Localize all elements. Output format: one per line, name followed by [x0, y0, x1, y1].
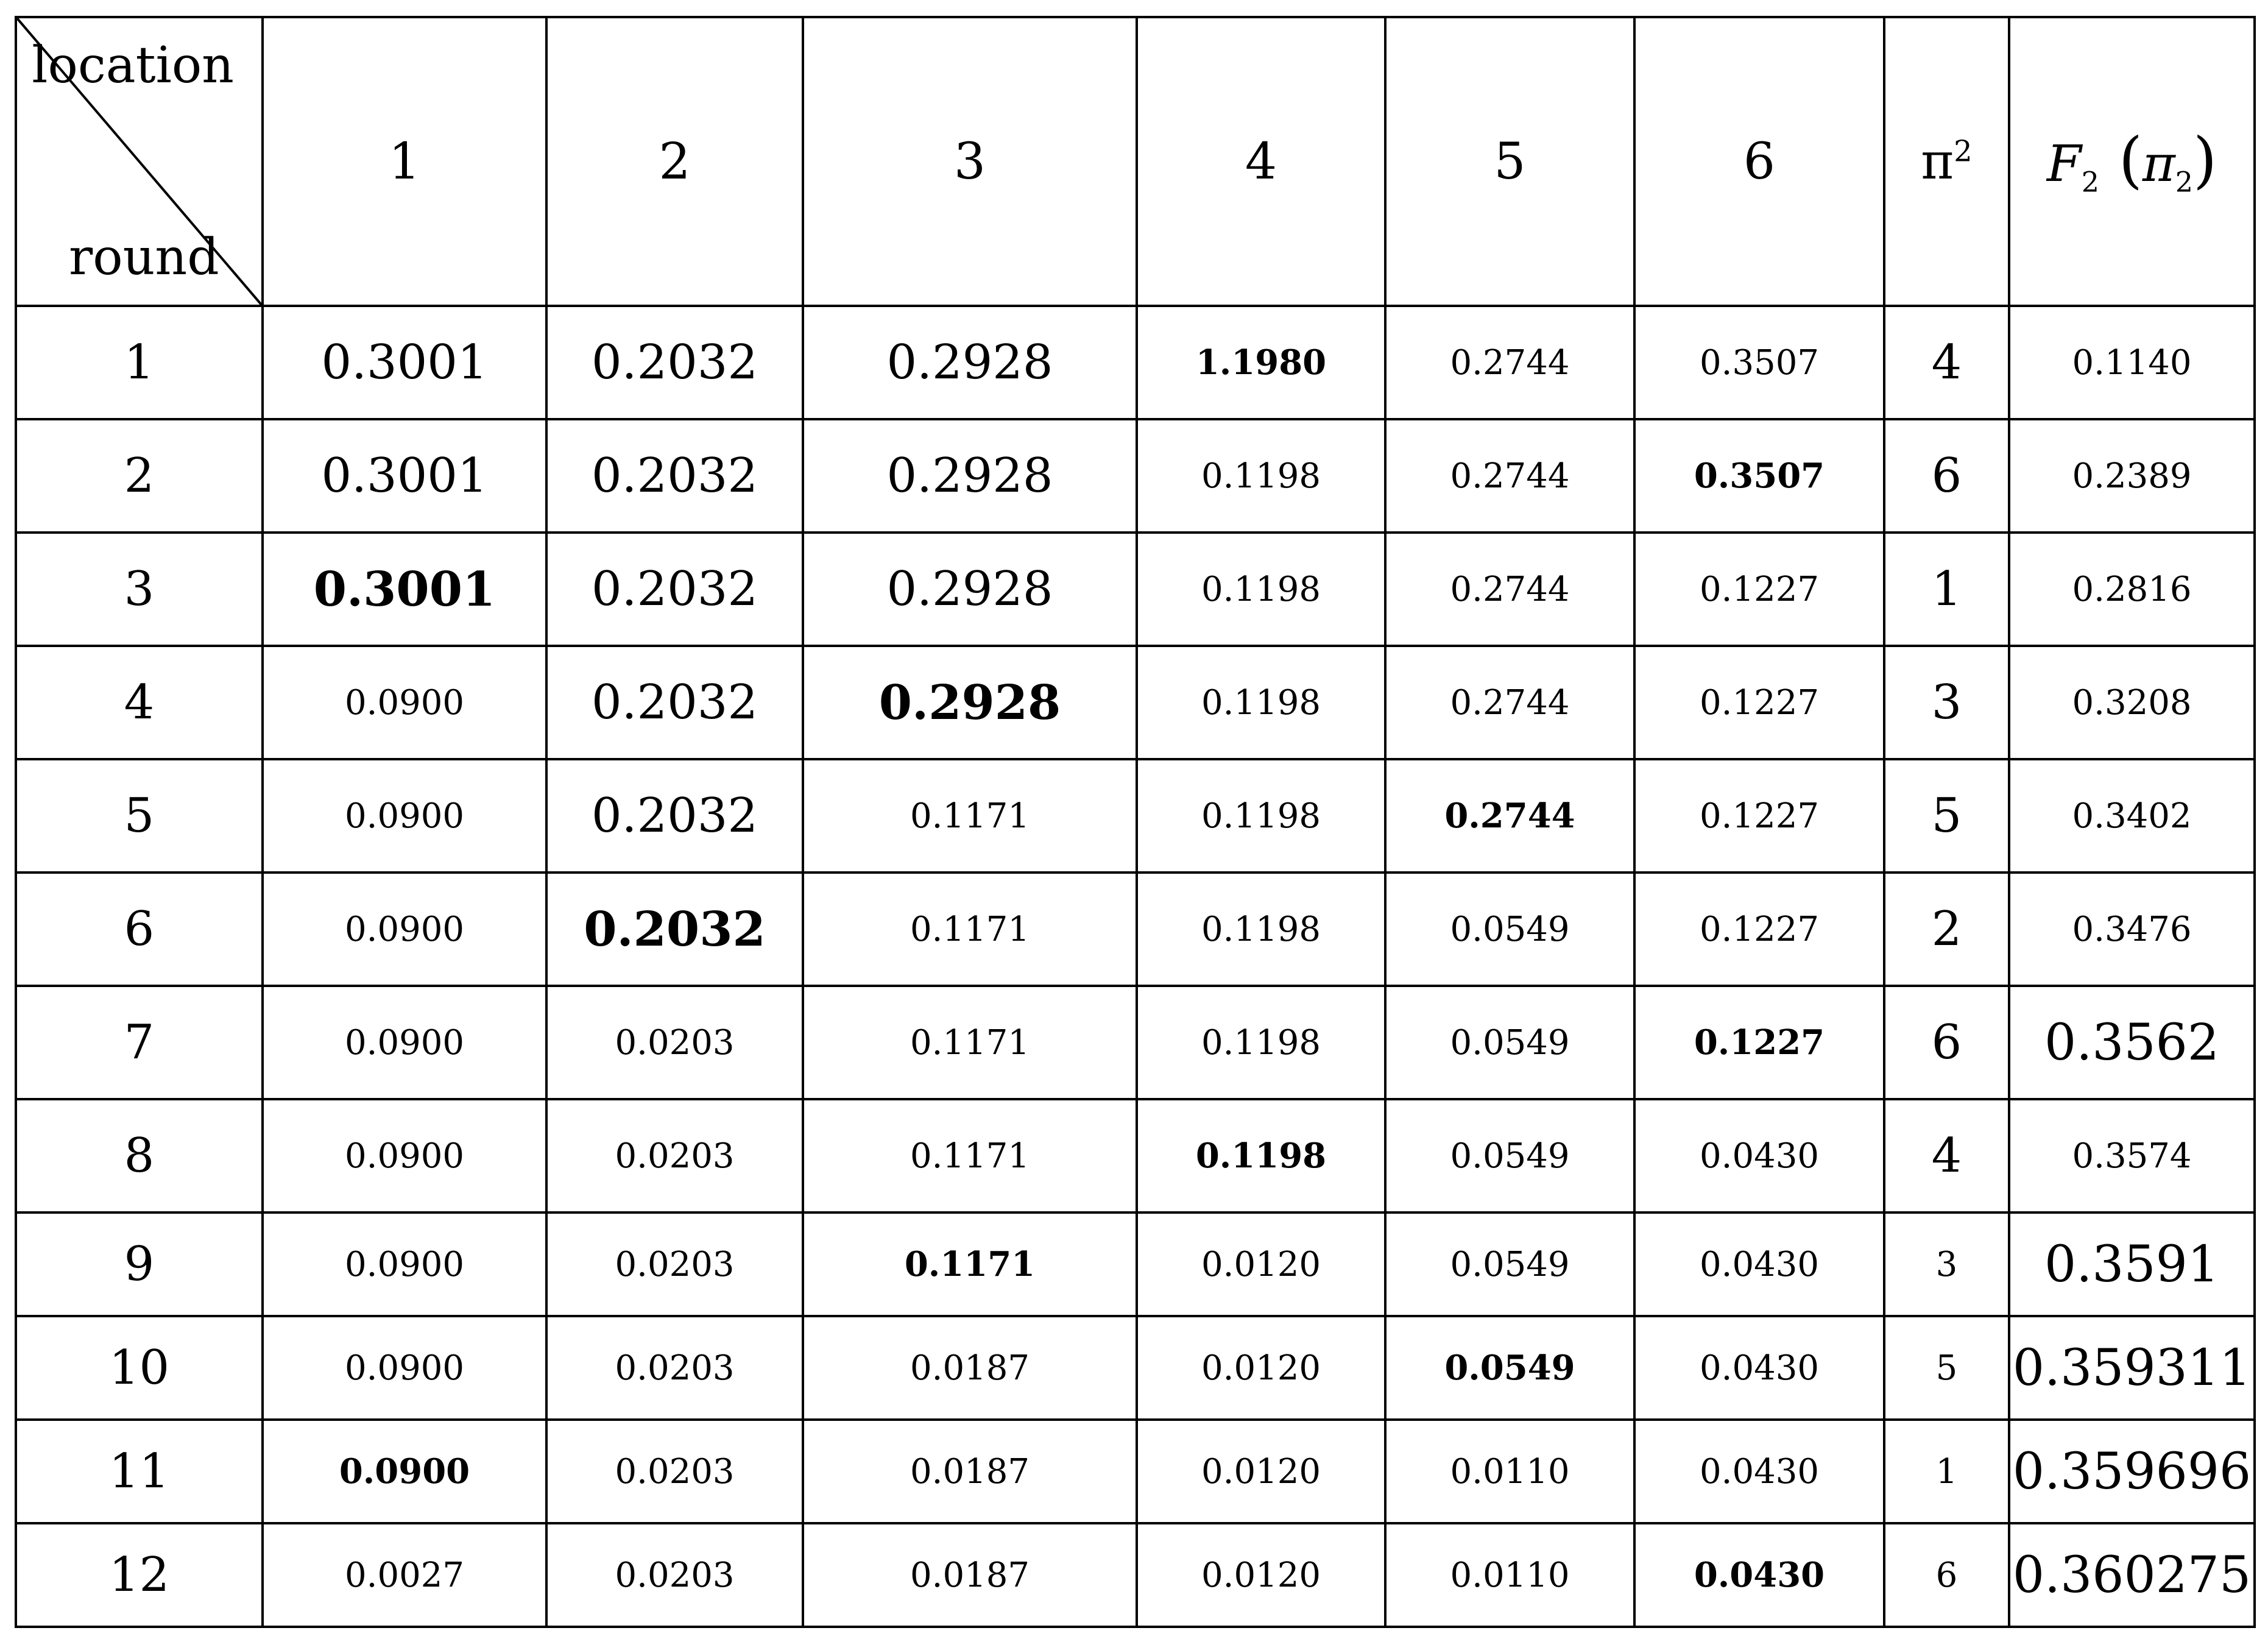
location-2-value: 0.2032: [546, 759, 803, 873]
f2-value: 0.359311: [2009, 1316, 2255, 1420]
location-6-value: 0.0430: [1634, 1099, 1884, 1212]
f2-value: 0.3208: [2009, 646, 2255, 759]
location-5-value: 0.2744: [1385, 759, 1634, 873]
table-container: [15, 16, 2256, 1628]
location-3-value: 0.1171: [803, 873, 1137, 986]
f2-value: 0.2389: [2009, 419, 2255, 533]
results-table: [15, 16, 2256, 1628]
f2-pi-subscript: 2: [2175, 165, 2194, 199]
location-1-value: 0.0027: [263, 1523, 546, 1627]
location-2-value: 0.0203: [546, 1212, 803, 1316]
corner-round-label: round: [69, 228, 219, 286]
f2-value: 0.3591: [2009, 1212, 2255, 1316]
location-6-value: 0.3507: [1634, 306, 1884, 419]
table-row: [16, 1212, 2255, 1316]
location-1-value: 0.0900: [263, 646, 546, 759]
location-3-value: 0.0187: [803, 1316, 1137, 1420]
pi-value: 2: [1884, 873, 2009, 986]
f2-pi-letter: π: [2142, 135, 2175, 194]
location-6-value: 0.1227: [1634, 646, 1884, 759]
location-4-value: 0.1198: [1137, 419, 1385, 533]
f2-subscript: 2: [2081, 165, 2100, 199]
location-3-value: 0.1171: [803, 759, 1137, 873]
location-5-value: 0.0110: [1385, 1420, 1634, 1523]
location-5-value: 0.0549: [1385, 986, 1634, 1099]
round-number: 12: [16, 1523, 263, 1627]
location-2-value: 0.0203: [546, 1316, 803, 1420]
pi-symbol: π: [1921, 132, 1954, 191]
location-5-value: 0.2744: [1385, 306, 1634, 419]
col-header-4: 4: [1137, 17, 1385, 306]
location-2-value: 0.0203: [546, 1099, 803, 1212]
location-5-value: 0.2744: [1385, 533, 1634, 646]
location-1-value: 0.0900: [263, 1316, 546, 1420]
table-row: [16, 1523, 2255, 1627]
location-6-value: 0.1227: [1634, 533, 1884, 646]
location-3-value: 0.1171: [803, 1099, 1137, 1212]
round-number: 5: [16, 759, 263, 873]
location-1-value: 0.0900: [263, 759, 546, 873]
pi-value: 1: [1884, 1420, 2009, 1523]
location-3-value: 0.1171: [803, 986, 1137, 1099]
location-2-value: 0.2032: [546, 646, 803, 759]
f2-value: 0.3562: [2009, 986, 2255, 1099]
location-2-value: 0.2032: [546, 419, 803, 533]
table-row: [16, 1316, 2255, 1420]
round-number: 3: [16, 533, 263, 646]
location-6-value: 0.1227: [1634, 759, 1884, 873]
col-header-2: 2: [546, 17, 803, 306]
location-2-value: 0.2032: [546, 533, 803, 646]
location-3-value: 0.0187: [803, 1420, 1137, 1523]
location-2-value: 0.2032: [546, 873, 803, 986]
location-6-value: 0.0430: [1634, 1523, 1884, 1627]
location-5-value: 0.0549: [1385, 873, 1634, 986]
location-4-value: 1.1980: [1137, 306, 1385, 419]
location-6-value: 0.0430: [1634, 1420, 1884, 1523]
table-row: [16, 419, 2255, 533]
pi-value: 6: [1884, 419, 2009, 533]
location-4-value: 0.1198: [1137, 646, 1385, 759]
f2-value: 0.359696: [2009, 1420, 2255, 1523]
round-number: 10: [16, 1316, 263, 1420]
location-3-value: 0.1171: [803, 1212, 1137, 1316]
location-3-value: 0.2928: [803, 646, 1137, 759]
location-4-value: 0.0120: [1137, 1316, 1385, 1420]
location-4-value: 0.0120: [1137, 1523, 1385, 1627]
location-1-value: 0.0900: [263, 873, 546, 986]
table-row: [16, 1420, 2255, 1523]
round-number: 8: [16, 1099, 263, 1212]
f2-value: 0.3574: [2009, 1099, 2255, 1212]
location-4-value: 0.1198: [1137, 986, 1385, 1099]
round-number: 6: [16, 873, 263, 986]
pi-value: 5: [1884, 1316, 2009, 1420]
pi-value: 1: [1884, 533, 2009, 646]
location-5-value: 0.0549: [1385, 1212, 1634, 1316]
round-number: 2: [16, 419, 263, 533]
pi-value: 5: [1884, 759, 2009, 873]
pi-value: 4: [1884, 1099, 2009, 1212]
table-row: [16, 306, 2255, 419]
location-3-value: 0.2928: [803, 306, 1137, 419]
col-header-3: 3: [803, 17, 1137, 306]
location-6-value: 0.0430: [1634, 1316, 1884, 1420]
location-2-value: 0.2032: [546, 306, 803, 419]
table-row: [16, 873, 2255, 986]
location-1-value: 0.0900: [263, 986, 546, 1099]
location-6-value: 0.3507: [1634, 419, 1884, 533]
location-5-value: 0.0549: [1385, 1099, 1634, 1212]
table-row: [16, 533, 2255, 646]
f2-letter: F: [2046, 135, 2082, 194]
f2-value: 0.3476: [2009, 873, 2255, 986]
pi-value: 3: [1884, 646, 2009, 759]
location-4-value: 0.0120: [1137, 1212, 1385, 1316]
col-header-1: 1: [263, 17, 546, 306]
location-1-value: 0.0900: [263, 1099, 546, 1212]
location-6-value: 0.0430: [1634, 1212, 1884, 1316]
location-5-value: 0.2744: [1385, 419, 1634, 533]
location-6-value: 0.1227: [1634, 873, 1884, 986]
f2-header: [2009, 17, 2255, 306]
round-number: 4: [16, 646, 263, 759]
location-2-value: 0.0203: [546, 986, 803, 1099]
col-header-5: 5: [1385, 17, 1634, 306]
table-row: [16, 986, 2255, 1099]
location-4-value: 0.1198: [1137, 873, 1385, 986]
location-4-value: 0.1198: [1137, 1099, 1385, 1212]
location-4-value: 0.1198: [1137, 759, 1385, 873]
location-1-value: 0.0900: [263, 1212, 546, 1316]
location-1-value: 0.3001: [263, 533, 546, 646]
pi-header: [1884, 17, 2009, 306]
location-4-value: 0.1198: [1137, 533, 1385, 646]
corner-location-label: location: [32, 37, 234, 94]
f2-value: 0.360275: [2009, 1523, 2255, 1627]
location-1-value: 0.3001: [263, 306, 546, 419]
pi-superscript: 2: [1954, 134, 1973, 169]
pi-value: 6: [1884, 1523, 2009, 1627]
location-2-value: 0.0203: [546, 1420, 803, 1523]
round-number: 9: [16, 1212, 263, 1316]
f2-value: 0.1140: [2009, 306, 2255, 419]
location-1-value: 0.0900: [263, 1420, 546, 1523]
round-number: 1: [16, 306, 263, 419]
location-3-value: 0.2928: [803, 419, 1137, 533]
round-number: 11: [16, 1420, 263, 1523]
location-5-value: 0.2744: [1385, 646, 1634, 759]
location-3-value: 0.2928: [803, 533, 1137, 646]
round-number: 7: [16, 986, 263, 1099]
f2-value: 0.2816: [2009, 533, 2255, 646]
table-row: [16, 646, 2255, 759]
f2-formula: $F_2$ $(\pi_2)$: [2046, 124, 2217, 199]
table-row: [16, 759, 2255, 873]
pi-value: 4: [1884, 306, 2009, 419]
location-2-value: 0.0203: [546, 1523, 803, 1627]
header-row: [16, 17, 2255, 306]
col-header-6: 6: [1634, 17, 1884, 306]
location-4-value: 0.0120: [1137, 1420, 1385, 1523]
location-3-value: 0.0187: [803, 1523, 1137, 1627]
table-body: [16, 306, 2255, 1627]
pi-value: 6: [1884, 986, 2009, 1099]
location-6-value: 0.1227: [1634, 986, 1884, 1099]
f2-value: 0.3402: [2009, 759, 2255, 873]
location-1-value: 0.3001: [263, 419, 546, 533]
corner-header: [16, 17, 263, 306]
table-row: [16, 1099, 2255, 1212]
location-5-value: 0.0549: [1385, 1316, 1634, 1420]
location-5-value: 0.0110: [1385, 1523, 1634, 1627]
pi-value: 3: [1884, 1212, 2009, 1316]
